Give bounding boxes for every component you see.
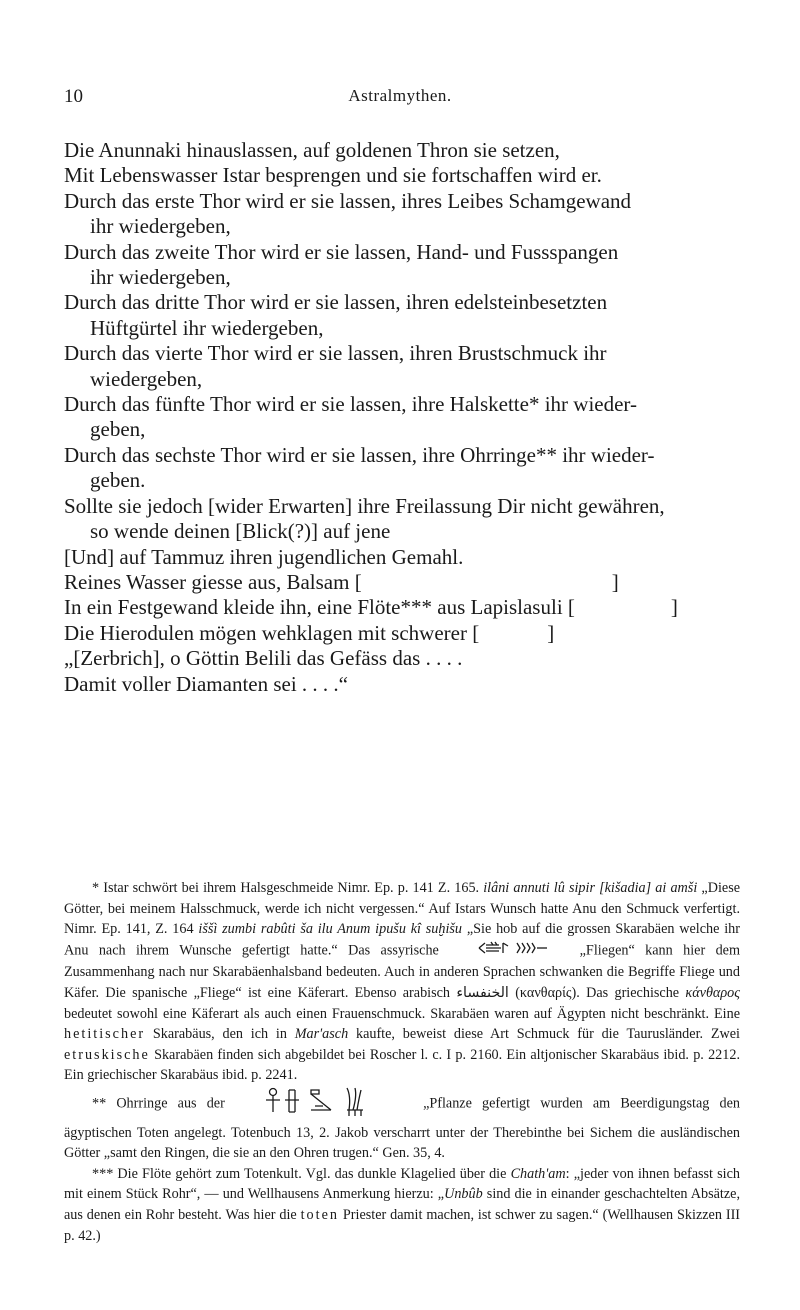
verse-line: [64, 621, 764, 646]
verse-line: [Und] auf Tammuz ihren jugendlichen Gemahl.: [64, 544, 464, 569]
verse-line: so wende deinen [Blick(?)] auf jene: [90, 519, 391, 544]
verse-line: Durch das zweite Thor wird er sie lassen, Hand- und Fussspangen: [64, 239, 619, 264]
page-header: [0, 86, 800, 126]
verse-line: Damit voller Diamanten sei . . . .“: [64, 671, 349, 696]
hieroglyph-plant-icon: [235, 1086, 413, 1123]
footnotes: [64, 878, 740, 1246]
verse-line: geben.: [90, 468, 146, 493]
verse-line: ihr wiedergeben,: [90, 214, 231, 239]
verse-line: wiedergeben,: [90, 366, 203, 391]
verse-line: geben,: [90, 417, 146, 442]
arabic-word: الخنفساء: [456, 984, 509, 1001]
verse-line: Durch das erste Thor wird er sie lassen, ihres Leibes Schamgewand: [64, 188, 632, 213]
verse-line: Mit Lebenswasser Istar besprengen und sie fortschaffen wird er.: [64, 163, 602, 188]
verse-line: [64, 570, 764, 595]
verse-line: Sollte sie jedoch [wider Erwarten] ihre Freilassung Dir nicht gewähren,: [64, 493, 665, 518]
bracket-close: ]: [670, 595, 678, 620]
cuneiform-fly-icon: [449, 940, 569, 963]
verse-line: Hüftgürtel ihr wiedergeben,: [90, 315, 324, 340]
verse-line: „[Zerbrich], o Göttin Belili das Gefäss das . . . .: [64, 646, 463, 671]
footnote-2: ** Ohrringe aus der „Pflanze gefertigt wurden am Beerdigungstag den ägyptischen Toten angelegt. Totenbuch 13, 2. Jakob verscharrt unter der Therebinthe bei Sichem die ausländischen Götter „samt den Ringen, die sie an den Ohren trugen.“ Gen. 35, 4.: [64, 1086, 740, 1164]
footnote-3: *** Die Flöte gehört zum Totenkult. Vgl. das dunkle Klagelied über die Chath'am: „jeder von ihnen befasst sich mit einem Stück Rohr“, — und Wellhausens Anmerkung hierzu: „Unbûb sind die in einander geschachtelten Absätze, aus denen ein Rohr besteht. Was hier die toten Priester damit machen, ist schwer zu sagen.“ (Wellhausen Skizzen III p. 42.): [64, 1165, 741, 1244]
verse-line: Durch das dritte Thor wird er sie lassen, ihren edelsteinbesetzten: [64, 290, 608, 315]
verse-line-text: Reines Wasser giesse aus, Balsam [: [64, 569, 362, 594]
verse-line: Durch das fünfte Thor wird er sie lassen, ihre Halskette* ihr wieder-: [64, 392, 637, 417]
verse-line: [64, 595, 764, 620]
verse-line-text: In ein Festgewand kleide ihn, eine Flöte*** aus Lapislasuli [: [64, 595, 575, 620]
footnote-1: * Istar schwört bei ihrem Halsgeschmeide Nimr. Ep. p. 141 Z. 165. ilâni annuti lû sipir [kišadia] ai amši „Diese Götter, bei meinem Halsschmuck, werde ich nicht vergessen.“ Auf Istars Wunsch hatte Anu den Schmuck verfertigt. Nimr. Ep. 141, Z. 164 iššì zumbi rabûti ša ilu Anum ipušu kî suḫišu „Sie hob auf die grossen Skarabäen welche ihr Anu nach ihrem Wunsche gefertigt hatte.“ Das assyrische „Fliegen“ kann hier dem Zusammenhang nach nur Skarabäenhalsband bedeuten. Auch in anderen Sprachen schwanken die Begriffe Fliege und Käfer. Die spanische „Fliege“ ist eine Käferart. Ebenso arabisch الخنفساء (κανθαρίς). Das griechische κάνθαρος bedeutet sowohl eine Käferart als auch einen Frauenschmuck. Skarabäen waren auf Ägypten nicht beschränkt. Eine hetitischer Skarabäus, den ich in Mar'asch kaufte, beweist diese Art Schmuck für die Taurusländer. Zwei etruskische Skarabäen finden sich abgebildet bei Roscher l. c. I p. 2160. Ein altjonischer Skarabäus ibid. p. 2212. Ein griechischer Skarabäus ibid. p. 2241.: [64, 880, 741, 1084]
verse-line: Durch das vierte Thor wird er sie lassen, ihren Brustschmuck ihr: [64, 341, 607, 366]
bracket-close: ]: [611, 569, 619, 594]
verse-line: Die Anunnaki hinauslassen, auf goldenen Thron sie setzen,: [64, 138, 560, 162]
verse-line: Durch das sechste Thor wird er sie lassen, ihre Ohrringe** ihr wieder-: [64, 442, 655, 467]
verse-line: ihr wiedergeben,: [90, 265, 231, 290]
bracket-close: ]: [547, 620, 555, 645]
verse-text: [64, 138, 764, 697]
running-title: Astralmythen.: [348, 86, 452, 105]
verse-line-text: Die Hierodulen mögen wehklagen mit schwerer [: [64, 620, 480, 645]
page-number: 10: [64, 86, 83, 107]
